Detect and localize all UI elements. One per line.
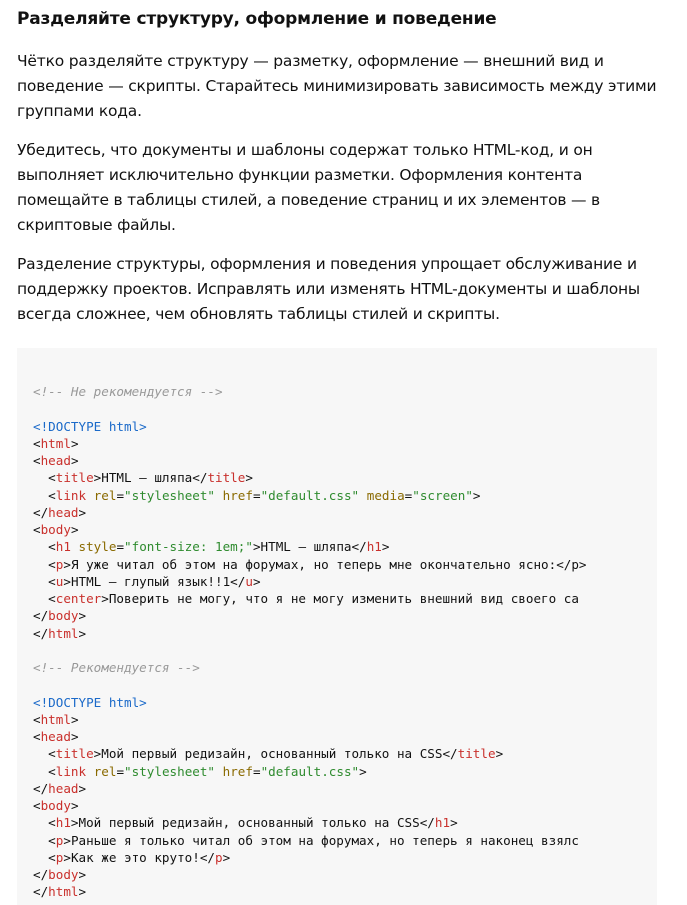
code-comment-recommended: <!-- Рекомендуется --> — [33, 660, 200, 675]
code-bad-link-rel: "stylesheet" — [124, 487, 216, 503]
code-bad-u-text: HTML — глупый язык!!1 — [70, 573, 231, 589]
code-bad-h1-text: HTML — шляпа — [260, 539, 352, 555]
code-bad-title-text: HTML — шляпа — [101, 470, 193, 486]
code-listing: <!-- Не рекомендуется --> <!DOCTYPE html> <html> <head> <title>HTML — шляпа</title> <link rel="stylesheet" href="default.css" media="screen"> </head> <body> <h1 style="font-size: 1em;">HTML — шляпа</h1> <p>Я уже читал об этом на форумах, но теперь мне окончательно ясно:</p> <u>HTML — глупый язык!!1</u> <center>Поверить не могу, что я не могу изменить внешний вид своего са </body> </html> <!-- Рекомендуется --> <!DOCTYPE html> <html> <head> <title>Мой первый редизайн, основанный только на CSS</title> <link rel="stylesheet" href="default.css"> </head> <body> <h1>Мой первый редизайн, основанный только на CSS</h1> <p>Раньше я только читал об этом на форумах, но теперь я наконец взялс <p>Как же это круто!</p> </body> </html> — [33, 384, 587, 900]
code-good-title-text: Мой первый редизайн, основанный только на CSS — [101, 746, 443, 762]
code-good-p2-text: Как же это круто! — [70, 849, 200, 865]
code-doctype-2: <!DOCTYPE html> — [33, 694, 147, 710]
paragraph-2: Убедитесь, что документы и шаблоны содержат только HTML-код, и он выполняет исключительно функции разметки. Оформления контента помещайте в таблицы стилей, а поведение страниц и их элементов — в скриптовые файлы. — [17, 141, 600, 234]
code-good-h1-text: Мой первый редизайн, основанный только на CSS — [78, 815, 420, 831]
code-bad-link-media: "screen" — [412, 487, 473, 503]
code-comment-not-recommended: <!-- Не рекомендуется --> — [33, 384, 223, 399]
paragraph-1: Чётко разделяйте структуру — разметку, оформление — внешний вид и поведение — скрипты. Старайтесь минимизировать зависимость между этими группами кода. — [17, 52, 657, 120]
code-bad-link-href: "default.css" — [260, 487, 360, 503]
section-heading: Разделяйте структуру, оформление и поведение — [17, 9, 497, 29]
code-doctype: <!DOCTYPE html> — [33, 418, 147, 434]
paragraph-3: Разделение структуры, оформления и поведения упрощает обслуживание и поддержку проектов. Исправлять или изменять HTML-документы и шаблоны всегда сложнее, чем обновлять таблицы стилей и скрипты. — [17, 255, 640, 323]
code-good-p1-text: Раньше я только читал об этом на форумах, но теперь я наконец взялс — [70, 832, 579, 848]
code-good-link-rel: "stylesheet" — [124, 763, 216, 779]
code-bad-center-text: Поверить не могу, что я не могу изменить внешний вид своего са — [108, 591, 579, 606]
code-example — [17, 348, 657, 905]
code-good-link-href: "default.css" — [260, 763, 360, 779]
code-bad-p-text: Я уже читал об этом на форумах, но теперь мне окончательно ясно:</p> — [70, 556, 587, 572]
code-bad-h1-style: "font-size: 1em;" — [124, 539, 253, 555]
